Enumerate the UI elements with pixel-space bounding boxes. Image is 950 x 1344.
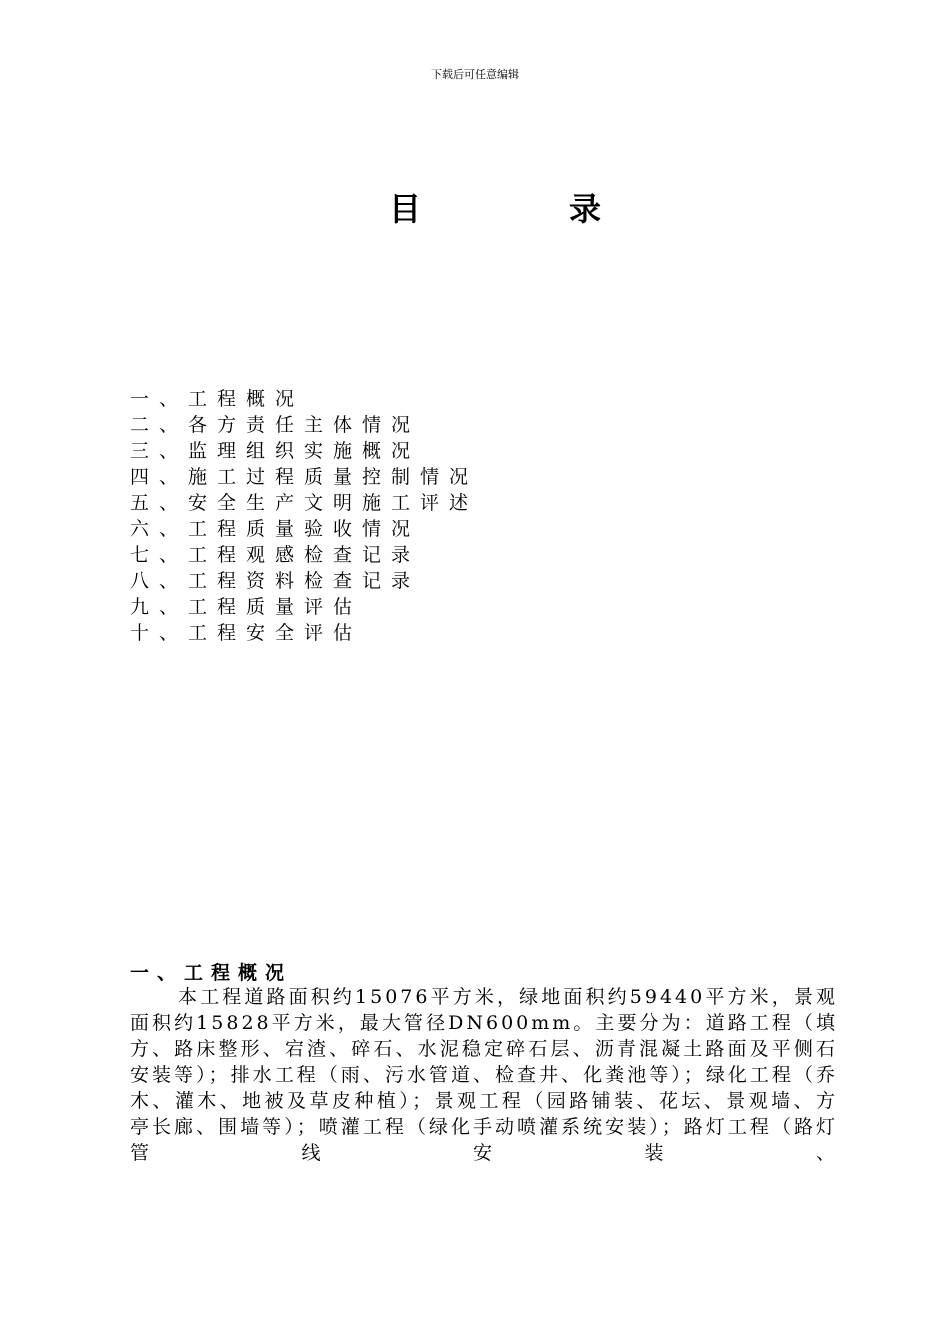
toc-item: 四、施工过程质量控制情况 bbox=[130, 466, 479, 488]
toc-item: 七、工程观感检查记录 bbox=[130, 544, 421, 566]
page-header-note: 下载后可任意编辑 bbox=[431, 68, 519, 81]
title-char-1: 目 bbox=[388, 190, 421, 228]
toc-item: 八、工程资料检查记录 bbox=[130, 570, 421, 592]
section-body-paragraph: 本工程道路面积约15076平方米，绿地面积约59440平方米，景观面积约15828平方米，最大管径DN600mm。主要分为：道路工程（填方、路床整形、宕渣、碎石、水泥稳定碎石层、沥青混凝土路面及平侧石安装等）；排水工程（雨、污水管道、检查井、化粪池等）；绿化工程（乔木、灌木、地被及草皮种植）；景观工程（园路铺装、花坛、景观墙、方亭长廊、围墙等）；喷灌工程（绿化手动喷灌系统安装）；路灯工程（路灯管线安装、 bbox=[130, 986, 838, 1164]
toc-item: 一、工程概况 bbox=[130, 388, 305, 410]
toc-item: 二、各方责任主体情况 bbox=[130, 414, 421, 436]
table-of-contents bbox=[130, 386, 478, 646]
toc-item: 三、监理组织实施概况 bbox=[130, 440, 421, 462]
toc-item: 五、安全生产文明施工评述 bbox=[130, 492, 479, 514]
toc-item: 十、工程安全评估 bbox=[130, 622, 363, 644]
toc-item: 九、工程质量评估 bbox=[130, 596, 363, 618]
section-heading: 一、工程概况 bbox=[130, 962, 293, 984]
page-title bbox=[380, 184, 610, 230]
toc-item: 六、工程质量验收情况 bbox=[130, 518, 421, 540]
title-char-2: 录 bbox=[568, 190, 601, 228]
